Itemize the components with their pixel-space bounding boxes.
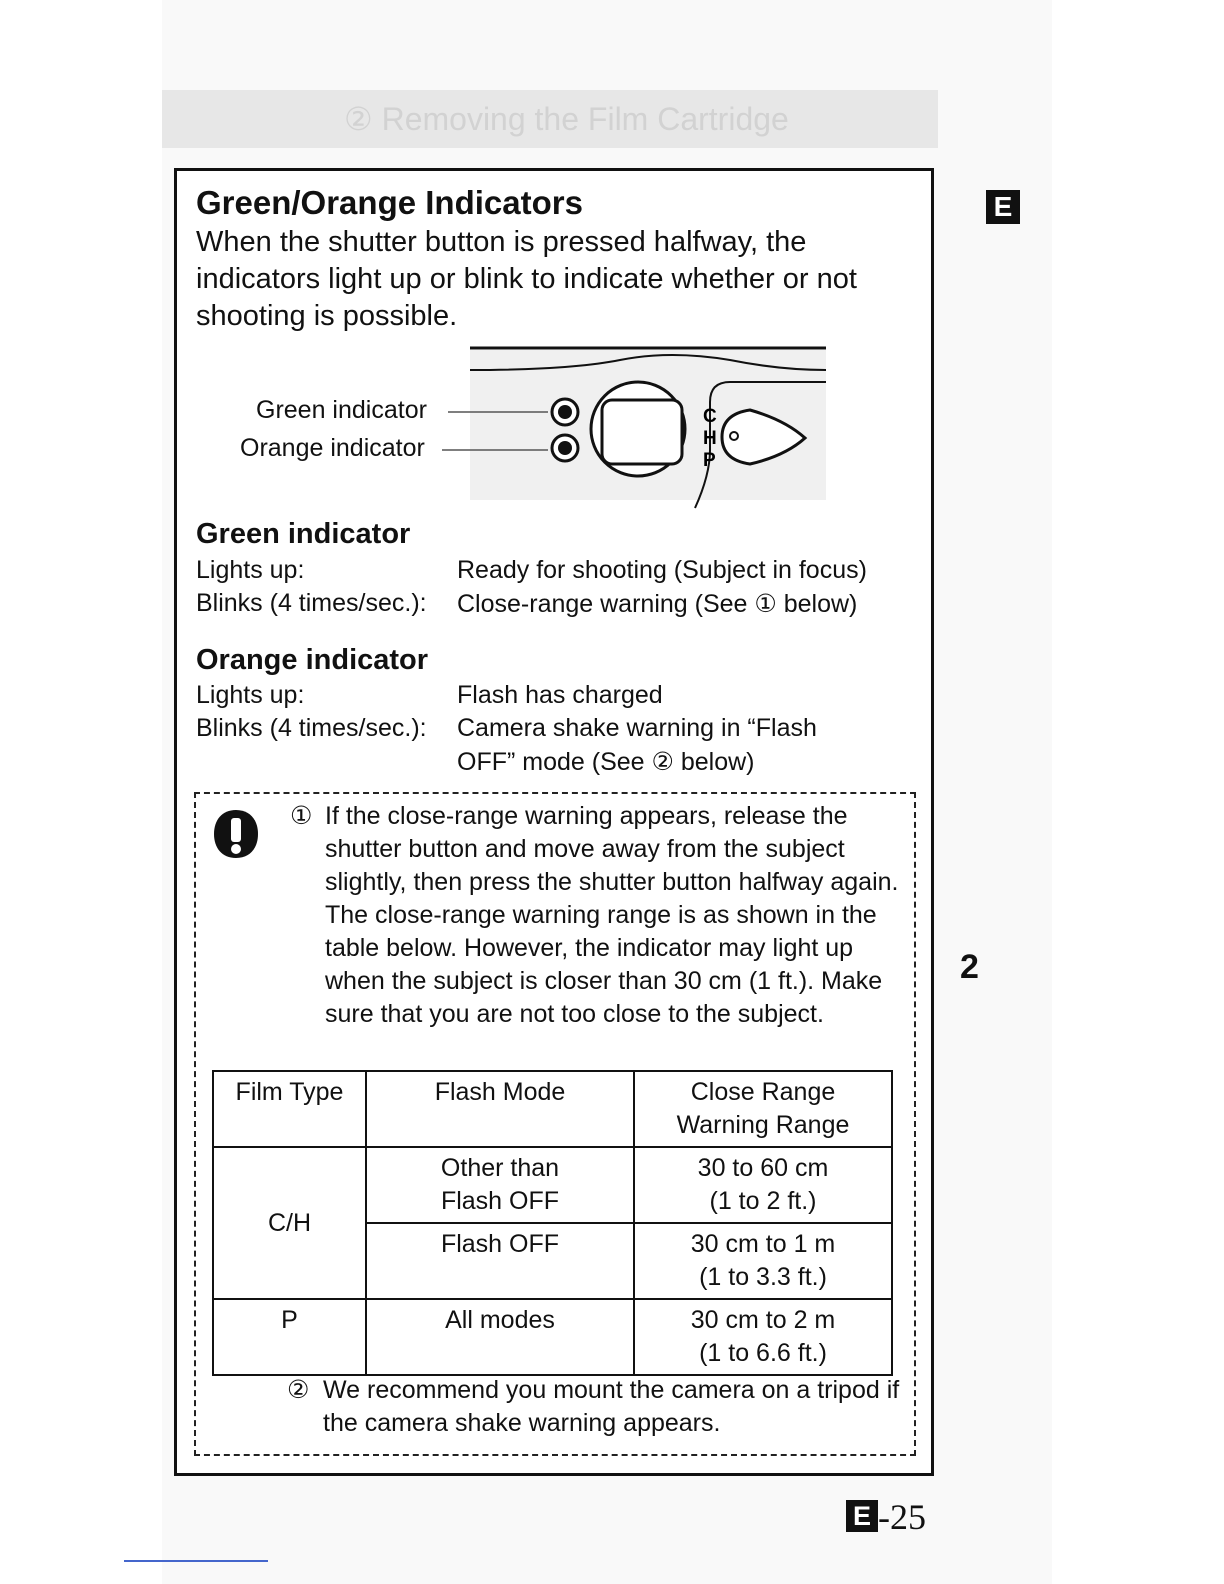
cell-mode-all: All modes <box>366 1299 634 1375</box>
table-header-row <box>213 1071 892 1147</box>
orange-def-lights: Flash has charged <box>457 681 663 709</box>
cell-range-ch-flash-off: 30 cm to 1 m (1 to 3.3 ft.) <box>634 1223 892 1299</box>
camera-top-diagram <box>440 340 840 510</box>
caution-note-1 <box>290 800 915 1031</box>
language-tab-badge: E <box>986 190 1020 224</box>
caution-icon <box>212 808 260 860</box>
bottom-rule <box>124 1560 268 1562</box>
dial-mark-c: C <box>703 406 717 427</box>
caution-note-2 <box>287 1374 913 1440</box>
orange-term-lights: Lights up: <box>196 681 305 709</box>
cell-mode-other: Other than Flash OFF <box>366 1147 634 1223</box>
header-film-type: Film Type <box>213 1071 366 1147</box>
dial-mark-h: H <box>703 428 717 449</box>
header-close-range: Close Range Warning Range <box>634 1071 892 1147</box>
note-2-number: ② <box>287 1376 310 1404</box>
cell-film-ch: C/H <box>213 1147 366 1299</box>
page-number-text: -25 <box>878 1497 926 1537</box>
green-def-lights: Ready for shooting (Subject in focus) <box>457 556 867 584</box>
green-term-lights: Lights up: <box>196 556 305 584</box>
orange-def-blinks-line2: OFF” mode (See ② below) <box>457 748 755 776</box>
header-flash-mode: Flash Mode <box>366 1071 634 1147</box>
page-number-badge: E <box>846 1500 878 1532</box>
cell-mode-flash-off: Flash OFF <box>366 1223 634 1299</box>
orange-def-blinks-line1: Camera shake warning in “Flash <box>457 714 817 742</box>
table-row <box>213 1147 892 1223</box>
faded-header-band <box>162 90 938 148</box>
cell-range-p: 30 cm to 2 m (1 to 6.6 ft.) <box>634 1299 892 1375</box>
orange-indicator-heading: Orange indicator <box>196 644 429 676</box>
orange-term-blinks: Blinks (4 times/sec.): <box>196 714 427 742</box>
cell-film-p: P <box>213 1299 366 1375</box>
faded-header-title: ② Removing the Film Cartridge <box>344 101 789 137</box>
section-title: Green/Orange Indicators <box>196 184 583 221</box>
note-1-number: ① <box>290 802 313 830</box>
orange-indicator-label: Orange indicator <box>240 434 425 462</box>
green-term-blinks: Blinks (4 times/sec.): <box>196 589 427 617</box>
cell-range-ch-other: 30 to 60 cm (1 to 2 ft.) <box>634 1147 892 1223</box>
green-indicator-label: Green indicator <box>256 396 427 424</box>
green-def-blinks: Close-range warning (See ① below) <box>457 590 858 618</box>
viewfinder-window <box>602 400 682 464</box>
dial-mark-p: P <box>703 450 716 471</box>
close-range-warning-table <box>212 1070 893 1376</box>
page-number <box>846 1496 926 1538</box>
green-indicator-heading: Green indicator <box>196 518 411 550</box>
section-intro: When the shutter button is pressed halfway, the indicators light up or blink to indicate whether or not shooting is possible. <box>196 226 857 332</box>
chapter-number: 2 <box>960 948 979 986</box>
note-1-text: If the close-range warning appears, release the shutter button and move away from the subject slightly, then press the shutter button halfway again. The close-range warning range is as shown in the table below. However, the indicator may light up when the subject is closer than 30 cm (1 ft.). Make sure that you are not too close to the subject. <box>325 802 899 1028</box>
note-2-text: We recommend you mount the camera on a tripod if the camera shake warning appears. <box>323 1376 900 1437</box>
table-row <box>213 1299 892 1375</box>
